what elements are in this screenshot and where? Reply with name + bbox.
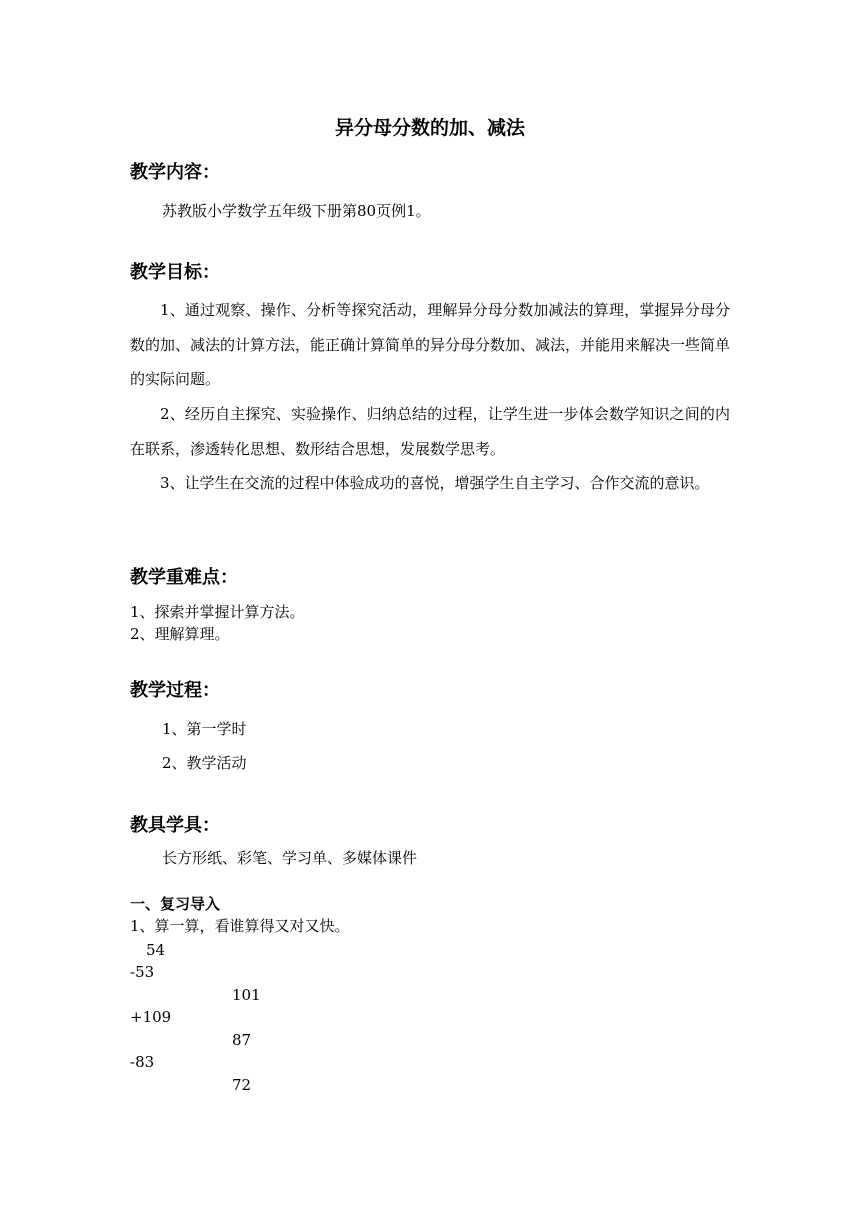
document-title: 异分母分数的加、减法 (334, 117, 525, 139)
process-item-1: 1、第一学时 (162, 720, 247, 738)
process-heading: 教学过程： (130, 680, 220, 701)
calc-line: -53 (130, 963, 155, 981)
objective-item-3: 3、让学生在交流的过程中体验成功的喜悦，增强学生自主学习、合作交流的意识。 (160, 474, 710, 492)
calc-line: 87 (232, 1031, 252, 1049)
process-item-2: 2、教学活动 (162, 754, 247, 772)
key-point-item-2: 2、理解算理。 (130, 625, 230, 643)
calc-line: 101 (232, 986, 261, 1004)
tools-heading: 教具学具： (130, 815, 220, 836)
objective-item-1: 1、通过观察、操作、分析等探究活动，理解异分母分数加减法的算理，掌握异分母分数的加、减法的计算方法，能正确计算简单的异分母分数加、减法，并能用来解决一些简单的实际问题。 (130, 301, 731, 388)
calc-line: 72 (232, 1076, 252, 1094)
key-point-item-1: 1、探索并掌握计算方法。 (130, 603, 305, 621)
key-points-heading: 教学重难点： (130, 567, 238, 588)
review-heading: 一、复习导入 (130, 895, 221, 913)
content-heading: 教学内容： (130, 162, 220, 183)
objective-item-2: 2、经历自主探究、实验操作、归纳总结的过程，让学生进一步体会数学知识之间的内在联系，渗透转化思想、数形结合思想，发展数学思考。 (130, 405, 730, 458)
calc-line: +109 (130, 1008, 172, 1026)
review-instruction: 1、算一算，看谁算得又对又快。 (130, 917, 350, 935)
objectives-heading: 教学目标： (130, 262, 220, 283)
calc-line: -83 (130, 1053, 155, 1071)
content-text: 苏教版小学数学五年级下册第80页例1。 (162, 202, 431, 220)
tools-text: 长方形纸、彩笔、学习单、多媒体课件 (162, 849, 418, 867)
calc-line: 54 (146, 941, 166, 959)
